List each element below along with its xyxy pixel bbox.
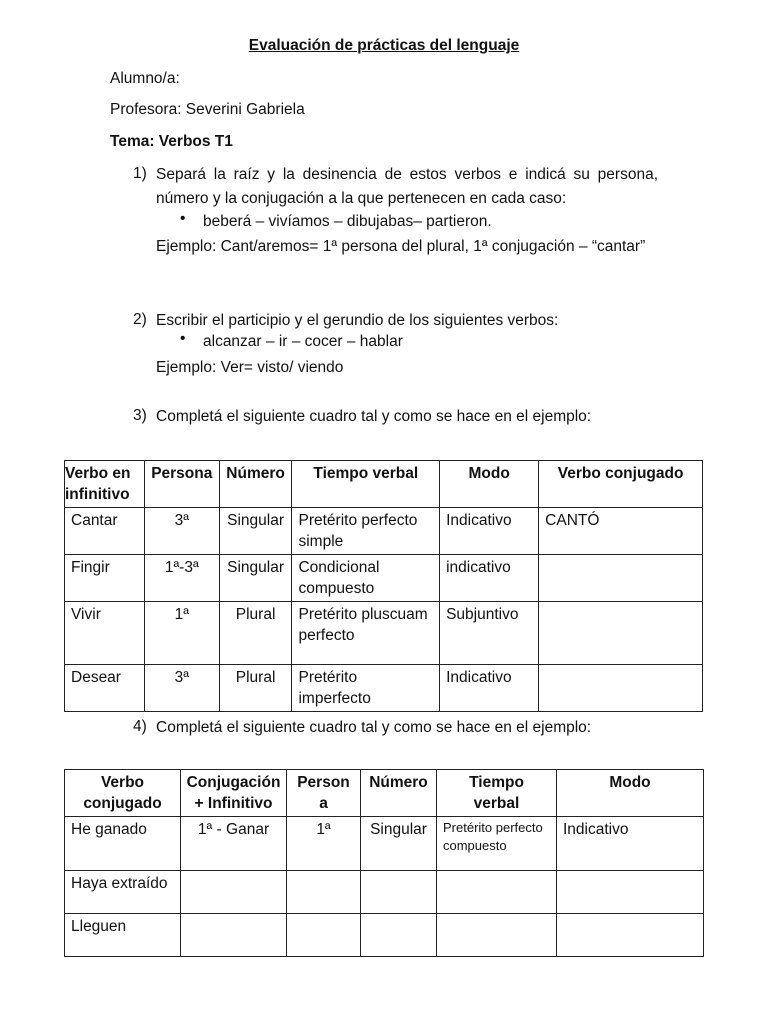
table-cell [539, 602, 703, 665]
table-header-row [65, 461, 703, 508]
table-row [65, 602, 703, 665]
bullet-icon: • [180, 210, 186, 227]
table-cell: Singular [219, 555, 292, 602]
table-cell [361, 871, 437, 914]
table-cell: Indicativo [557, 817, 704, 871]
student-label: Alumno/a: [110, 70, 180, 87]
table-cell: Pretérito imperfecto [292, 665, 440, 712]
table-cell: 1ª [144, 602, 219, 665]
table-cell: Subjuntivo [440, 602, 539, 665]
header-cell: Verbo conjugado [65, 770, 181, 817]
table-cell: Cantar [65, 508, 145, 555]
table-cell: CANTÓ [539, 508, 703, 555]
q1-number: 1) [133, 165, 147, 182]
header-cell: Número [361, 770, 437, 817]
q3-text: Completá el siguiente cuadro tal y como se hace en el ejemplo: [156, 408, 592, 425]
header-cell: Modo [440, 461, 539, 508]
table-cell: Plural [219, 665, 292, 712]
q4-text: Completá el siguiente cuadro tal y como se hace en el ejemplo: [156, 719, 592, 736]
table-cell [361, 914, 437, 957]
table-cell: Lleguen [65, 914, 181, 957]
table-cell: Haya extraído [65, 871, 181, 914]
table-cell: Indicativo [440, 665, 539, 712]
header-cell: Persona [144, 461, 219, 508]
table-row [65, 508, 703, 555]
header-cell: Número [219, 461, 292, 508]
document-title: Evaluación de prácticas del lenguaje [248, 37, 520, 54]
q1-example: Ejemplo: Cant/aremos= 1ª persona del plural, 1ª conjugación – “cantar” [156, 238, 646, 255]
table-cell [181, 871, 287, 914]
header-cell: Tiempo verbal [292, 461, 440, 508]
table-cell: Plural [219, 602, 292, 665]
table-cell [437, 871, 557, 914]
table-cell: Pretérito pluscuamperfecto [292, 602, 440, 665]
table-row [65, 555, 703, 602]
table-cell: 3ª [144, 508, 219, 555]
table-cell: 1ª [287, 817, 361, 871]
q1-text: Separá la raíz y la desinencia de estos verbos e indicá su persona, número y la conjugación a la que pertenecen en cada caso: [156, 166, 658, 207]
table-cell: Vivir [65, 602, 145, 665]
q1-bullet-text: beberá – vivíamos – dibujabas– partieron. [203, 213, 492, 230]
header-cell: Verbo conjugado [539, 461, 703, 508]
table-cell: Pretérito perfecto compuesto [437, 817, 557, 871]
table-cell: Condicional compuesto [292, 555, 440, 602]
q2-text: Escribir el participio y el gerundio de los siguientes verbos: [156, 312, 559, 329]
table-cell [181, 914, 287, 957]
table-cell: Singular [361, 817, 437, 871]
table-cell: 3ª [144, 665, 219, 712]
table-conjugated-verbs [64, 769, 704, 957]
header-cell: Conjugación + Infinitivo [181, 770, 287, 817]
topic-label: Tema: Verbos T1 [110, 133, 233, 150]
table-row [65, 871, 704, 914]
table-row [65, 817, 704, 871]
table-header-row [65, 770, 704, 817]
table-cell [557, 871, 704, 914]
header-cell: Modo [557, 770, 704, 817]
table-cell: 1ª-3ª [144, 555, 219, 602]
q4-number: 4) [133, 718, 147, 735]
table-cell: Singular [219, 508, 292, 555]
header-cell: Persona [287, 770, 361, 817]
table-cell [287, 914, 361, 957]
table-cell [437, 914, 557, 957]
header-cell: Verbo en infinitivo [65, 461, 145, 508]
q2-example: Ejemplo: Ver= visto/ viendo [156, 359, 344, 376]
table-row [65, 914, 704, 957]
q2-bullet-text: alcanzar – ir – cocer – hablar [203, 333, 403, 350]
table-cell: Indicativo [440, 508, 539, 555]
table-cell [287, 871, 361, 914]
table-verb-analysis [64, 460, 703, 712]
table-cell: Pretérito perfecto simple [292, 508, 440, 555]
teacher-label: Profesora: Severini Gabriela [110, 101, 305, 118]
header-cell: Tiempo verbal [437, 770, 557, 817]
q2-number: 2) [133, 311, 147, 328]
bullet-icon: • [180, 330, 186, 347]
table-cell [539, 555, 703, 602]
q3-number: 3) [133, 407, 147, 424]
table-cell [557, 914, 704, 957]
table-row [65, 665, 703, 712]
table-cell [539, 665, 703, 712]
table-cell: indicativo [440, 555, 539, 602]
table-cell: Desear [65, 665, 145, 712]
table-cell: Fingir [65, 555, 145, 602]
table-cell: 1ª - Ganar [181, 817, 287, 871]
table-cell: He ganado [65, 817, 181, 871]
